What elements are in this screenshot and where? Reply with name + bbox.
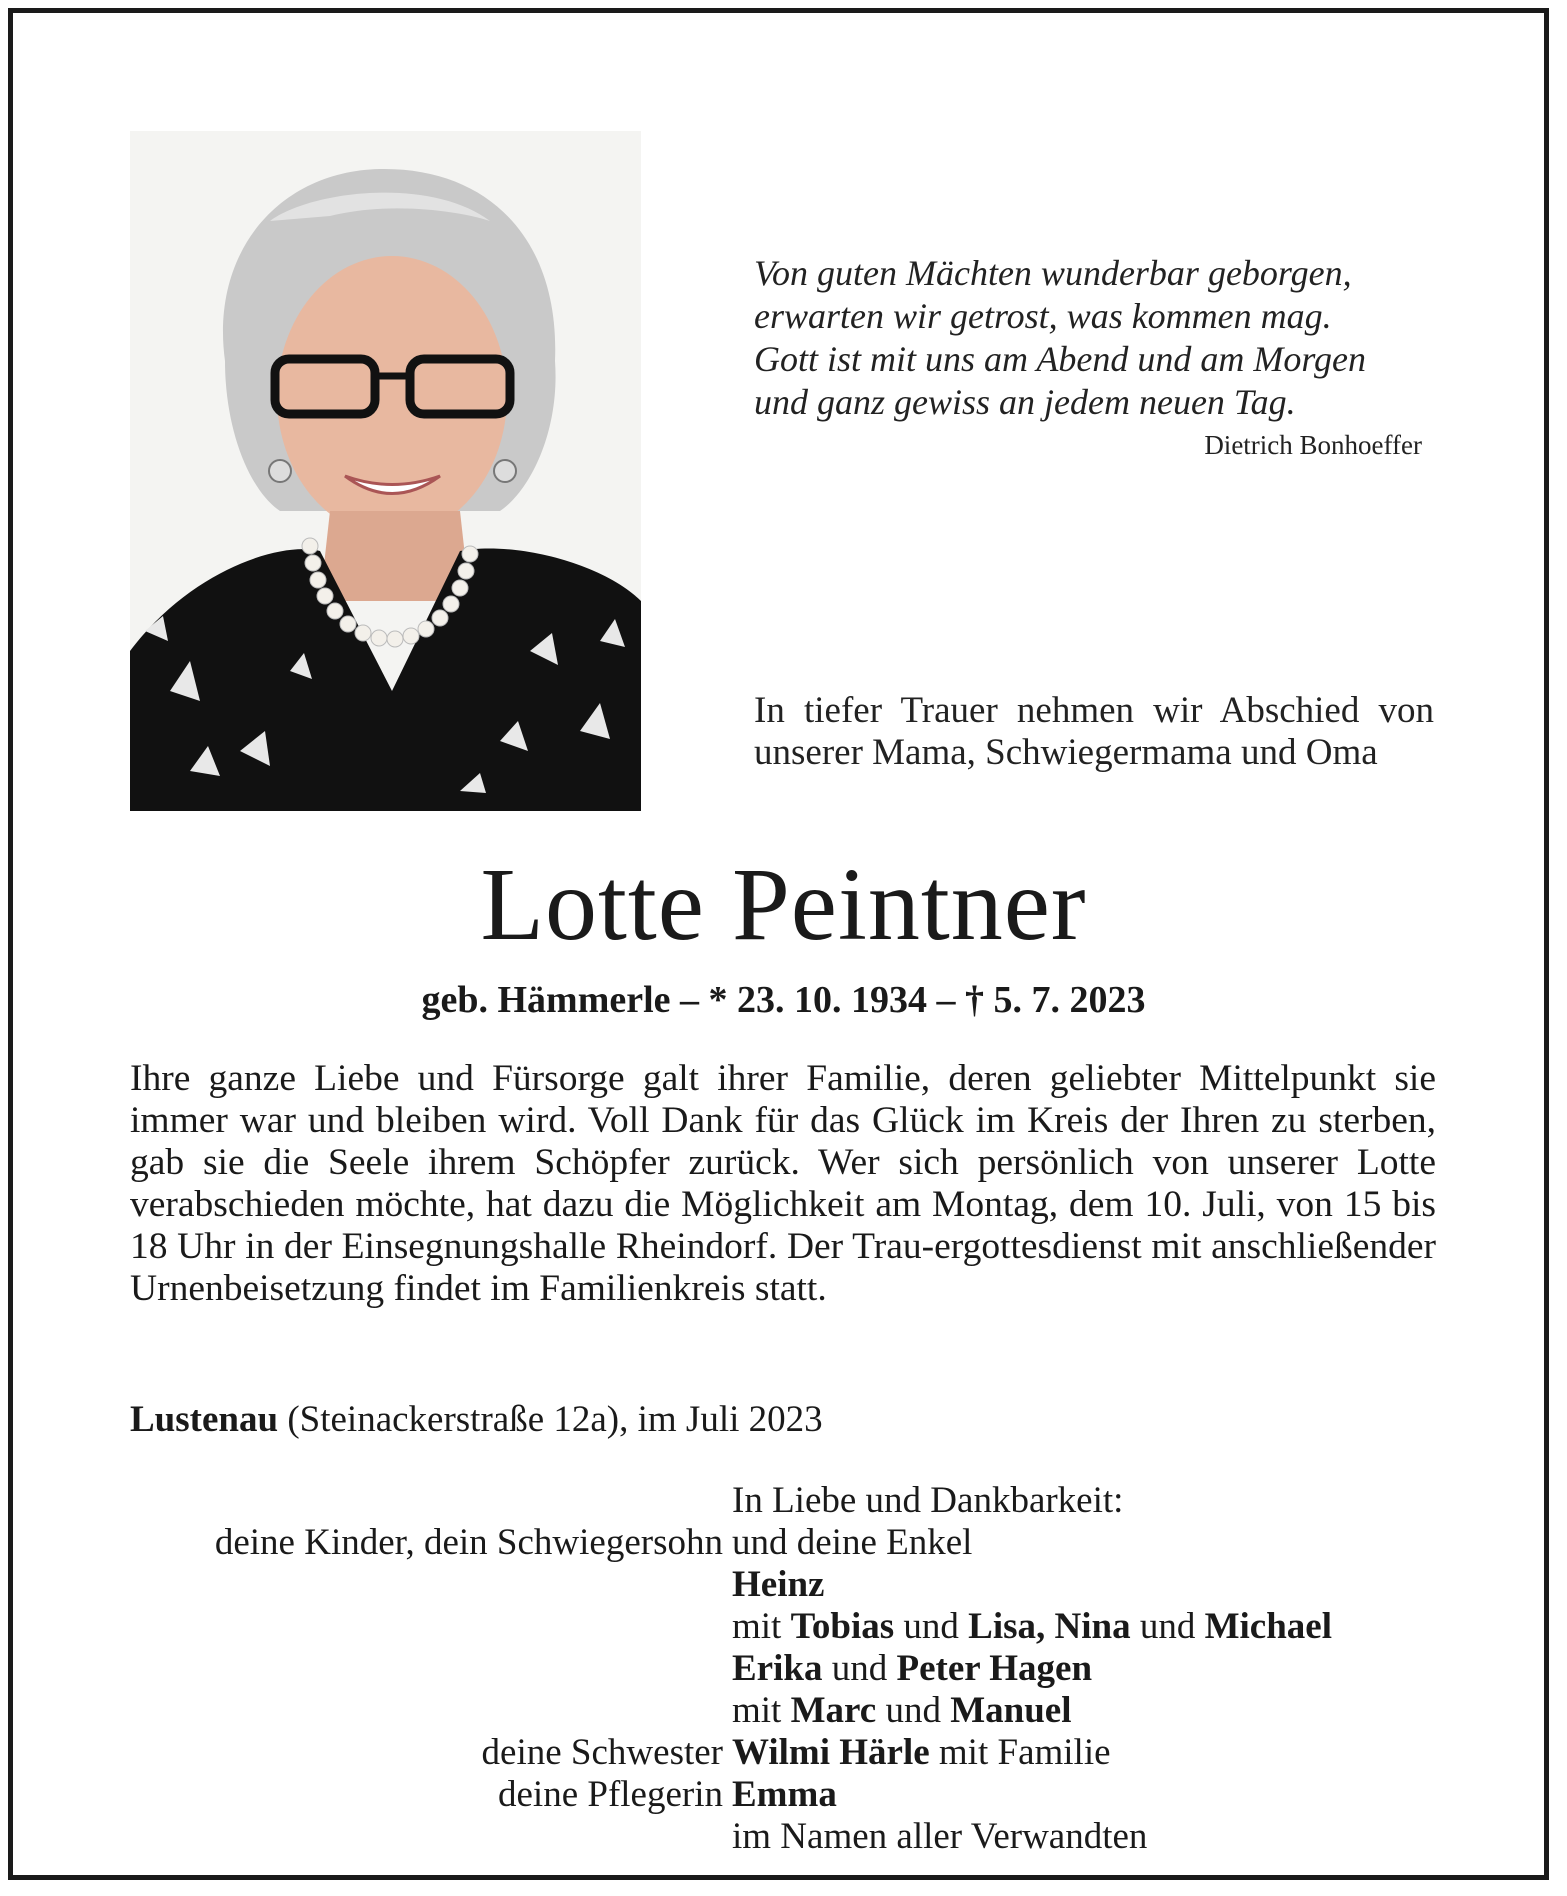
connector-text: mit xyxy=(732,1606,791,1647)
name-marc: Marc xyxy=(790,1690,877,1731)
name-emma: Emma xyxy=(732,1774,837,1815)
body-text: Ihre ganze Liebe und Fürsorge galt ihrer Familie, deren geliebter Mittelpunkt sie immer war und bleiben wird. Voll Dank für das Glück im Kreis der Ihren zu sterben, gab sie die Seele ihrem Schöpfer zurück. Wer sich persönlich von unserer Lotte verabschieden möchte, hat dazu die Möglichkeit am Montag, dem 10. Juli, von 15 bis 18 Uhr in der Einsegnungshalle Rheindorf. Der Trau-ergottesdienst mit anschließender Urnenbeisetzung findet im Familienkreis statt. xyxy=(130,1058,1436,1309)
signature-row xyxy=(0,1774,1567,1816)
quote-line: erwarten wir getrost, was kommen mag. xyxy=(754,296,1332,336)
signature-row xyxy=(0,1732,1567,1774)
bonhoeffer-quote xyxy=(754,252,1454,424)
sister-suffix: mit Familie xyxy=(929,1732,1111,1773)
connector-text: und xyxy=(894,1606,969,1647)
name-heinz: Heinz xyxy=(732,1564,825,1605)
signature-row xyxy=(0,1648,1567,1690)
place-town: Lustenau xyxy=(130,1399,279,1440)
connector-text: mit xyxy=(732,1690,791,1731)
name-peter-hagen: Peter Hagen xyxy=(896,1648,1093,1689)
sister-label: deine Schwester xyxy=(481,1732,723,1773)
quote-line: Von guten Mächten wunderbar geborgen, xyxy=(754,253,1352,293)
name-wilmi-haerle: Wilmi Härle xyxy=(732,1732,930,1773)
deceased-name: Lotte Peintner xyxy=(480,847,1087,962)
connector-text: und xyxy=(822,1648,897,1689)
signature-heading: In Liebe und Dankbarkeit: xyxy=(732,1480,1124,1521)
name-manuel: Manuel xyxy=(950,1690,1072,1731)
place-rest: (Steinackerstraße 12a), im Juli 2023 xyxy=(278,1399,823,1440)
connector-text: und xyxy=(876,1690,951,1731)
birth-death-line: geb. Hämmerle – * 23. 10. 1934 – † 5. 7. 2023 xyxy=(421,979,1146,1021)
intro-text: In tiefer Trauer nehmen wir Abschied von unserer Mama, Schwiegermama und Oma xyxy=(754,690,1434,773)
quote-line: Gott ist mit uns am Abend und am Morgen xyxy=(754,339,1366,379)
carer-label: deine Pflegerin xyxy=(498,1774,723,1815)
signature-row xyxy=(0,1480,1567,1522)
signature-row xyxy=(0,1564,1567,1606)
signature-row xyxy=(0,1816,1567,1858)
name-lisa-nina: Lisa, Nina xyxy=(968,1606,1131,1647)
name-tobias: Tobias xyxy=(790,1606,895,1647)
children-label: deine Kinder, dein Schwiegersohn xyxy=(214,1522,723,1563)
quote-author: Dietrich Bonhoeffer xyxy=(1204,430,1422,460)
signature-block xyxy=(0,1480,1567,1858)
name-michael: Michael xyxy=(1204,1606,1332,1647)
name-erika: Erika xyxy=(732,1648,823,1689)
signature-row xyxy=(0,1690,1567,1732)
signature-row xyxy=(0,1606,1567,1648)
connector-text: und xyxy=(1130,1606,1205,1647)
closing-text: im Namen aller Verwandten xyxy=(732,1816,1148,1857)
quote-line: und ganz gewiss an jedem neuen Tag. xyxy=(754,382,1296,422)
place-date-line xyxy=(130,1398,1030,1441)
grandchildren-text: und deine Enkel xyxy=(732,1522,973,1563)
portrait-photo xyxy=(130,131,641,811)
signature-row xyxy=(0,1522,1567,1564)
